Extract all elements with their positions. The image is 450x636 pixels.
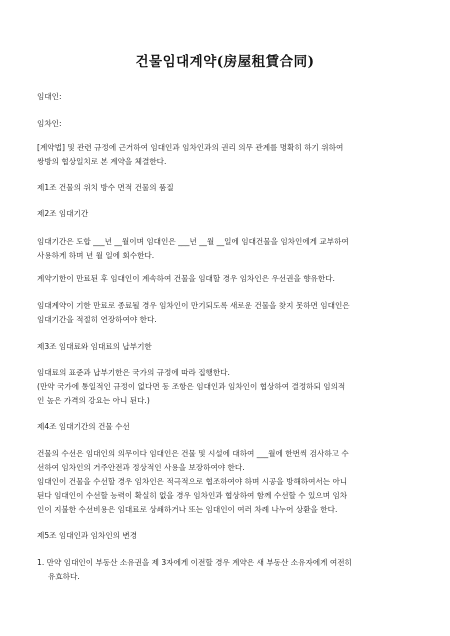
article-2-paragraph-1: 사용하게 하며 년 월 일에 회수한다. [37,251,155,260]
article-3-paragraph: (만약 국가에 통일적인 규정이 없다면 동 조항은 임대인과 임차인이 협상하여 결정하되 임의적 [37,382,346,391]
article-2-paragraph-1: 임대기간은 도합 ___년 __월이며 임대인은 ___년 __월 __일에 임대건물을 임차인에게 교부하여 [37,237,349,246]
lessee-label: 임차인: [37,119,62,128]
article-4-title: 제4조 임대기간의 건물 수선 [37,422,130,431]
preamble-line: 쌍방의 협상일치로 본 계약을 체결한다. [37,157,167,166]
article-4-paragraph: 임대인이 건물을 수선할 경우 임차인은 적극적으로 협조하여야 하며 시공을 방해하여서는 아니 [37,477,348,486]
article-4-paragraph: 선하여 임차인의 거주안전과 정상적인 사용을 보장하여야 한다. [37,463,245,472]
article-5-item-1: 유효하다. [48,572,80,581]
document-title: 건물임대계약(房屋租賃合同) [135,54,315,70]
article-5-title: 제5조 임대인과 임차인의 변경 [37,531,138,540]
article-3-paragraph: 임대료의 표준과 납부기한은 국가의 규정에 따라 집행한다. [37,368,230,377]
article-3-paragraph: 인 높은 가격의 강요는 아니 된다.) [37,396,150,405]
article-3-title: 제3조 임대료와 임대료의 납부기한 [37,342,152,351]
article-2-paragraph-3: 임대계약이 기한 만료로 종료될 경우 임차인이 만기되도록 새로운 건물을 찾지 못하면 임대인은 [37,301,350,310]
preamble-line: [계약법] 및 관련 규정에 근거하여 임대인과 임차인과의 권리 의무 관계를 명확히 하기 위하여 [37,143,344,152]
lessor-label: 임대인: [37,92,62,101]
article-4-paragraph: 건물의 수선은 임대인의 의무이다 임대인은 건물 및 시설에 대하여 ___월에 한번씩 검사하고 수 [37,449,349,458]
article-2-title: 제2조 임대기간 [37,209,89,218]
article-4-paragraph: 된다 임대인이 수선할 능력이 확실히 없을 경우 임차인과 협상하여 함께 수선할 수 있으며 임차 [37,491,348,500]
article-1-title: 제1조 건물의 위치 방수 면적 건물의 품질 [37,183,174,192]
article-5-item-1: 1. 만약 임대인이 부동산 소유권을 제 3자에게 이전할 경우 계약은 새 부동산 소유자에게 여전히 [37,558,352,567]
article-2-paragraph-3: 임대기간을 적절히 연장하여야 한다. [37,315,157,324]
article-4-paragraph: 인이 지불한 수선비용은 임대료로 상쇄하거나 또는 임대인이 여러 차례 나누어 상환을 한다. [37,505,338,514]
article-2-paragraph-2: 계약기한이 만료된 후 임대인이 계속하여 건물을 임대할 경우 임차인은 우선권을 향유한다. [37,274,335,283]
